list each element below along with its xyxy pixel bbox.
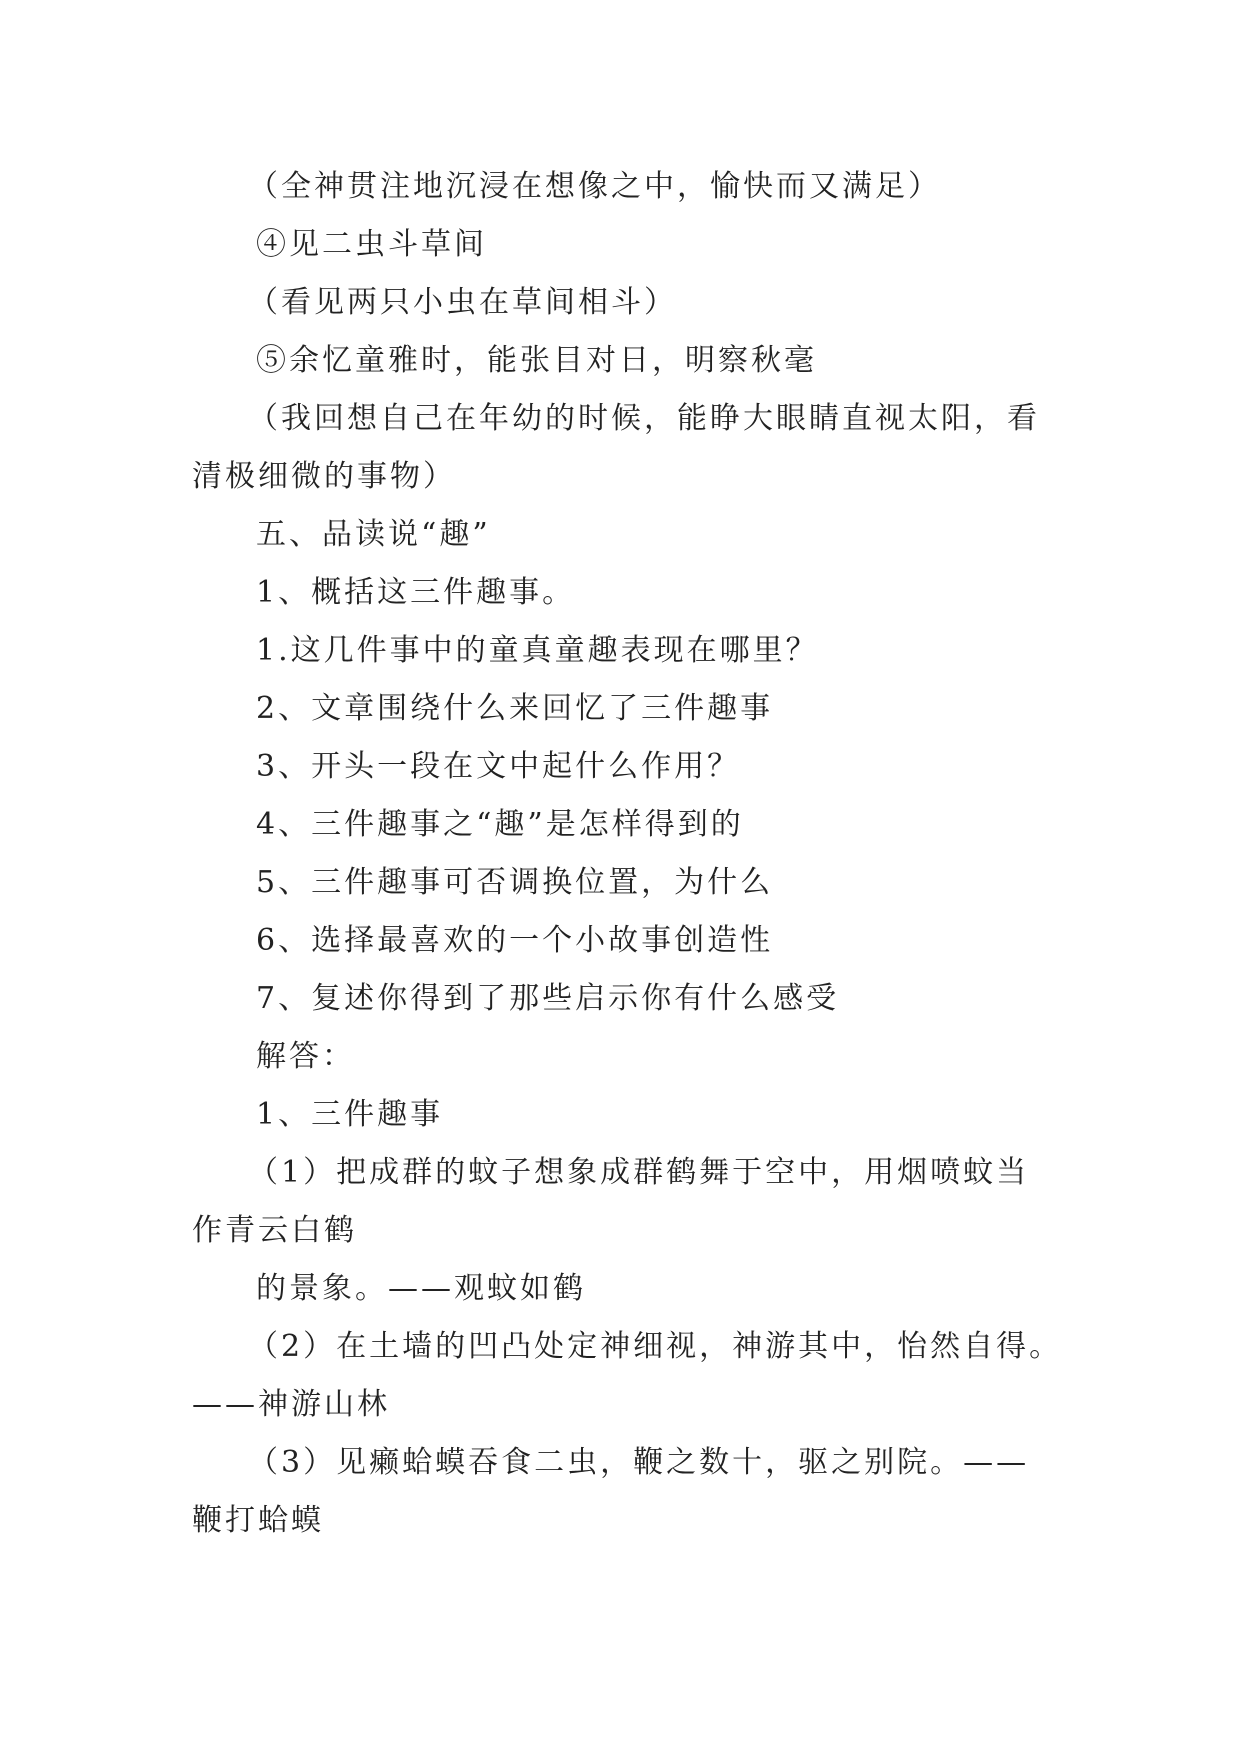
text-line: （看见两只小虫在草间相斗） <box>248 285 677 320</box>
text-line: ——神游山林 <box>192 1387 390 1422</box>
list-item: 2、文章围绕什么来回忆了三件趣事 <box>256 691 774 726</box>
section-heading: 五、品读说“趣” <box>256 517 491 552</box>
list-item: 5、三件趣事可否调换位置，为什么 <box>256 865 774 900</box>
document-body <box>192 158 1062 1550</box>
text-line: 作青云白鹤 <box>192 1213 357 1248</box>
text-line: ④见二虫斗草间 <box>256 227 487 262</box>
text-line: 清极细微的事物） <box>192 459 456 494</box>
list-item: 1、三件趣事 <box>256 1097 444 1132</box>
text-line: （3）见癞蛤蟆吞食二虫，鞭之数十，驱之别院。—— <box>248 1445 1030 1480</box>
text-line: 的景象。——观蚊如鹤 <box>256 1271 586 1306</box>
list-item: 3、开头一段在文中起什么作用？ <box>256 749 741 784</box>
text-line: （1）把成群的蚊子想象成群鹤舞于空中，用烟喷蚊当 <box>248 1155 1030 1190</box>
answer-heading: 解答： <box>256 1039 355 1074</box>
list-item: 1.这几件事中的童真童趣表现在哪里？ <box>256 633 819 668</box>
text-line: 鞭打蛤蟆 <box>192 1503 324 1538</box>
text-line: （2）在土墙的凹凸处定神细视，神游其中，怡然自得。 <box>248 1329 1063 1364</box>
text-line: （全神贯注地沉浸在想像之中，愉快而又满足） <box>248 169 941 204</box>
list-item: 4、三件趣事之“趣”是怎样得到的 <box>256 807 744 842</box>
list-item: 1、概括这三件趣事。 <box>256 575 576 610</box>
text-line: （我回想自己在年幼的时候，能睁大眼睛直视太阳，看 <box>248 401 1040 436</box>
list-item: 6、选择最喜欢的一个小故事创造性 <box>256 923 774 958</box>
text-line: ⑤余忆童雅时，能张目对日，明察秋毫 <box>256 343 817 378</box>
list-item: 7、复述你得到了那些启示你有什么感受 <box>256 981 840 1016</box>
